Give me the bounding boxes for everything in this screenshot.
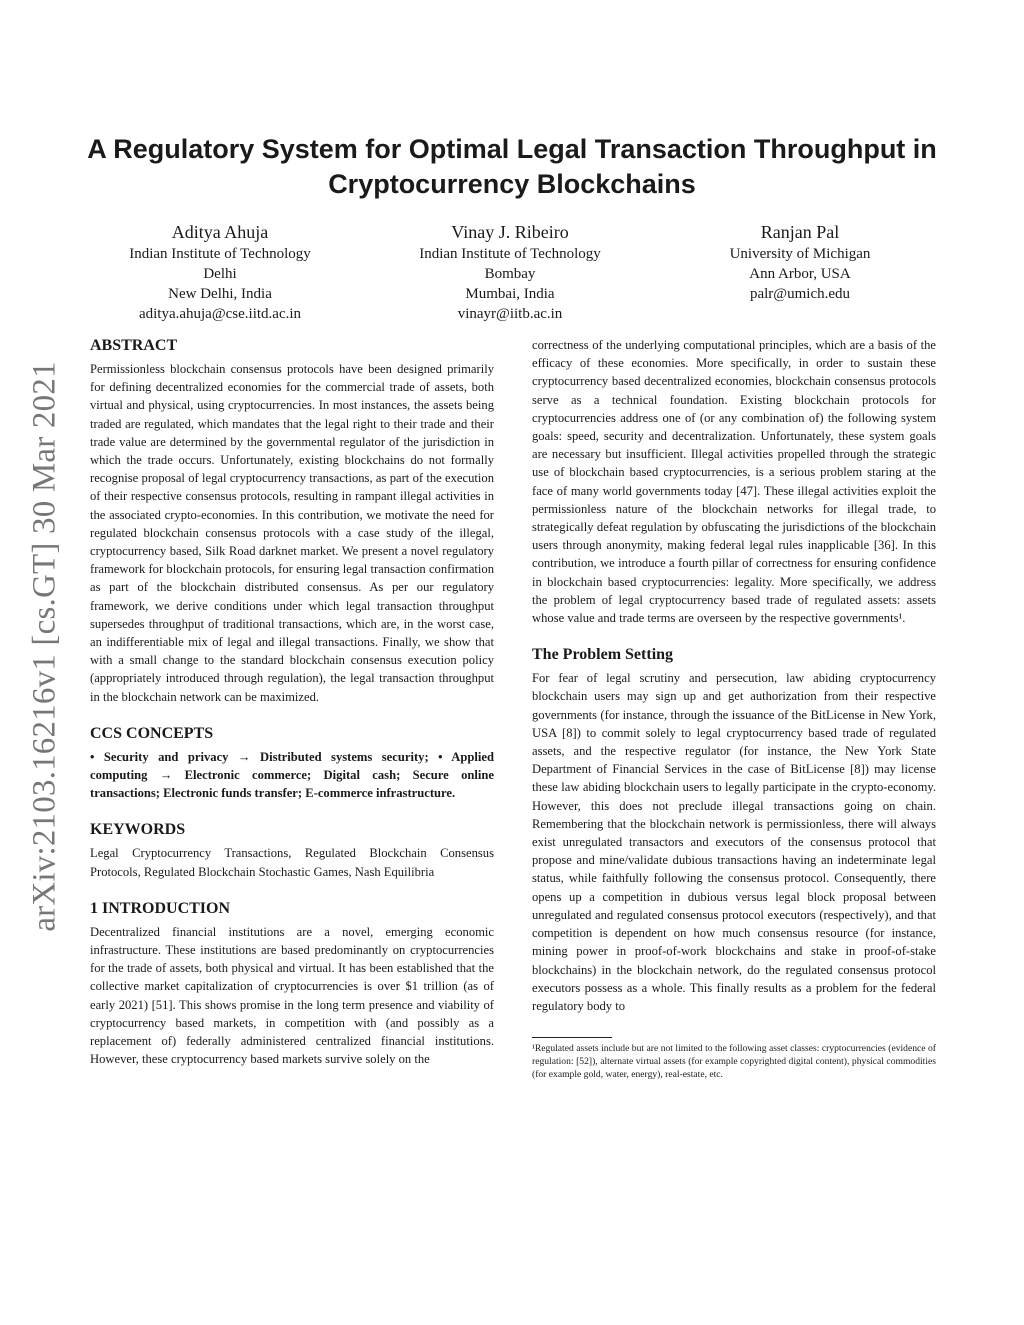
paper-title: A Regulatory System for Optimal Legal Transaction Throughput in Cryptocurrency Blockchains [87,134,937,199]
author-affiliation-campus: Bombay [484,266,536,282]
problem-setting-heading: The Problem Setting [532,646,674,664]
author-affiliation: Indian Institute of Technology [419,246,601,262]
author-email: vinayr@iitb.ac.in [457,306,563,322]
author-name: Ranjan Pal [760,222,840,242]
intro-continuation-text: correctness of the underlying computational principles, which are a basis of the efficacy of these economies. More specifically, in order to sustain these cryptocurrency based decentralized economies, blockchain consensus protocols serve as a technical foundation. Existing blockchain protocols for cryptocurrencies address one of (or any combination of) the following system goals: speed, security and decentralization. Unfortunately, these system goals are necessary but insufficient. Illegal activities propelled through the strategic use of blockchain based cryptocurrencies, is a serious problem staring at the face of many world governments today [47]. These illegal activities exploit the permissionless nature of the blockchain networks for illegal trade, to strategically defeat regulation by obfuscating the jurisdictions of the blockchain users through anonymity, making federal legal rules inapplicable [36]. In this contribution, we introduce a fourth pillar of correctness for ensuring confidence in blockchain based cryptocurrencies: legality. More specifically, we address the problem of legal cryptocurrency based trade of regulated assets: assets whose value and trade terms are overseen by the respective governments¹. [532,338,936,626]
footnote-divider [532,1037,612,1038]
left-column [90,336,494,1069]
keywords-text: Legal Cryptocurrency Transactions, Regulated Blockchain Consensus Protocols, Regulated Blockchain Stochastic Games, Nash Equilibria [90,846,494,879]
right-column [532,336,936,1081]
footnote-text: ¹Regulated assets include but are not limited to the following asset classes: cryptocurrencies (evidence of regulation: [52]), alternate virtual assets (for example copyrighted digital content), physical commodities (for example gold, water, energy), real-estate, etc. [532,1043,936,1081]
keywords-heading: KEYWORDS [90,821,186,839]
arxiv-sidebar-stamp [22,352,68,940]
introduction-heading: 1 INTRODUCTION [90,899,231,917]
author-2 [380,220,640,324]
author-affiliation-campus: Delhi [203,266,237,282]
author-location: New Delhi, India [168,286,272,302]
author-3 [670,220,930,324]
author-affiliation: Indian Institute of Technology [129,246,311,262]
arxiv-id-text: arXiv:2103.16216v1 [cs.GT] 30 Mar 2021 [26,360,63,932]
author-name: Vinay J. Ribeiro [451,222,569,242]
author-location: Ann Arbor, USA [749,266,851,282]
author-affiliation: University of Michigan [729,246,871,262]
abstract-heading: ABSTRACT [90,337,178,354]
author-location: Mumbai, India [465,286,555,302]
ccs-heading: CCS CONCEPTS [90,724,214,742]
abstract-text: Permissionless blockchain consensus protocols have been designed primarily for defining decentralized economies for the commercial trade of assets, both virtual and physical, using cryptocurrencies. In most instances, the assets being traded are regulated, which mandates that the legal right to their trade and their trade value are determined by the governmental regulator of the jurisdiction in which the trade occurs. Unfortunately, existing blockchains do not formally recognise proposal of legal cryptocurrency transactions, as part of the execution of their respective consensus protocols, resulting in rampant illegal activities in the associated crypto-economies. In this contribution, we motivate the need for regulated blockchain consensus protocols with a case study of the illegal, cryptocurrency based, Silk Road darknet market. We present a novel regulatory framework for blockchain protocols, for ensuring legal transaction confirmation as part of the blockchain distributed consensus. As per our regulatory framework, we derive conditions under which legal transaction throughput supersedes throughput of traditional transactions, which are, in the worst case, an indifferentiable mix of legal and illegal transactions. Finally, we show that with a small change to the standard blockchain consensus execution policy (appropriately introduced through regulation), the legal transaction throughput in the blockchain network can be maximized. [90,362,494,704]
ccs-text: • Security and privacy → Distributed systems security; • Applied computing → Electronic commerce; Digital cash; Secure online transactions; Electronic funds transfer; E-commerce infrastructure. [90,749,494,801]
author-email: palr@umich.edu [749,286,851,302]
author-name: Aditya Ahuja [171,222,269,242]
author-email: aditya.ahuja@cse.iitd.ac.in [138,306,302,322]
problem-setting-text: For fear of legal scrutiny and persecution, law abiding cryptocurrency blockchain users may sign up and get authorization from their respective governments (for instance, through the issuance of the BitLicense in New York, USA [8]) to commit solely to legal cryptocurrency based trade of regulated assets, and the respective regulator (for instance, the New York State Department of Financial Services in the case of BitLicense [8]) may license these law abiding blockchain users to legally participate in the crypto-economy. However, this does not preclude illegal transactions going on chain. Remembering that the blockchain network is permissionless, there will always exist unregulated transactors and executors of the consensus protocol that propose and mine/validate dubious transactions having an indeterminate legal status, while faithfully following the consensus protocol. Consequently, there opens up a competition in dubious versus legal block proposal between unregulated and regulated consensus protocol executors (respectively), and that competition is dependent on how much consensus resource (for instance, mining power in proof-of-work blockchains and stake in proof-of-stake blockchains) in the blockchain network, do the regulated consensus protocol executors possess as a whole. This finally results as a problem for the federal regulatory body to [532,671,936,1013]
author-1 [90,220,350,324]
author-block [90,220,930,324]
introduction-text: Decentralized financial institutions are a novel, emerging economic infrastructure. These institutions are based predominantly on cryptocurrencies for the trade of assets, both physical and virtual. It has been established that the collective market capitalization of cryptocurrencies is over $1 trillion (as of early 2021) [51]. This shows promise in the long term presence and viability of cryptocurrency based markets, in competition with (and possibly as a replacement of) federally administered centralized financial institutions. However, these cryptocurrency based markets survive solely on the [90,924,494,1067]
